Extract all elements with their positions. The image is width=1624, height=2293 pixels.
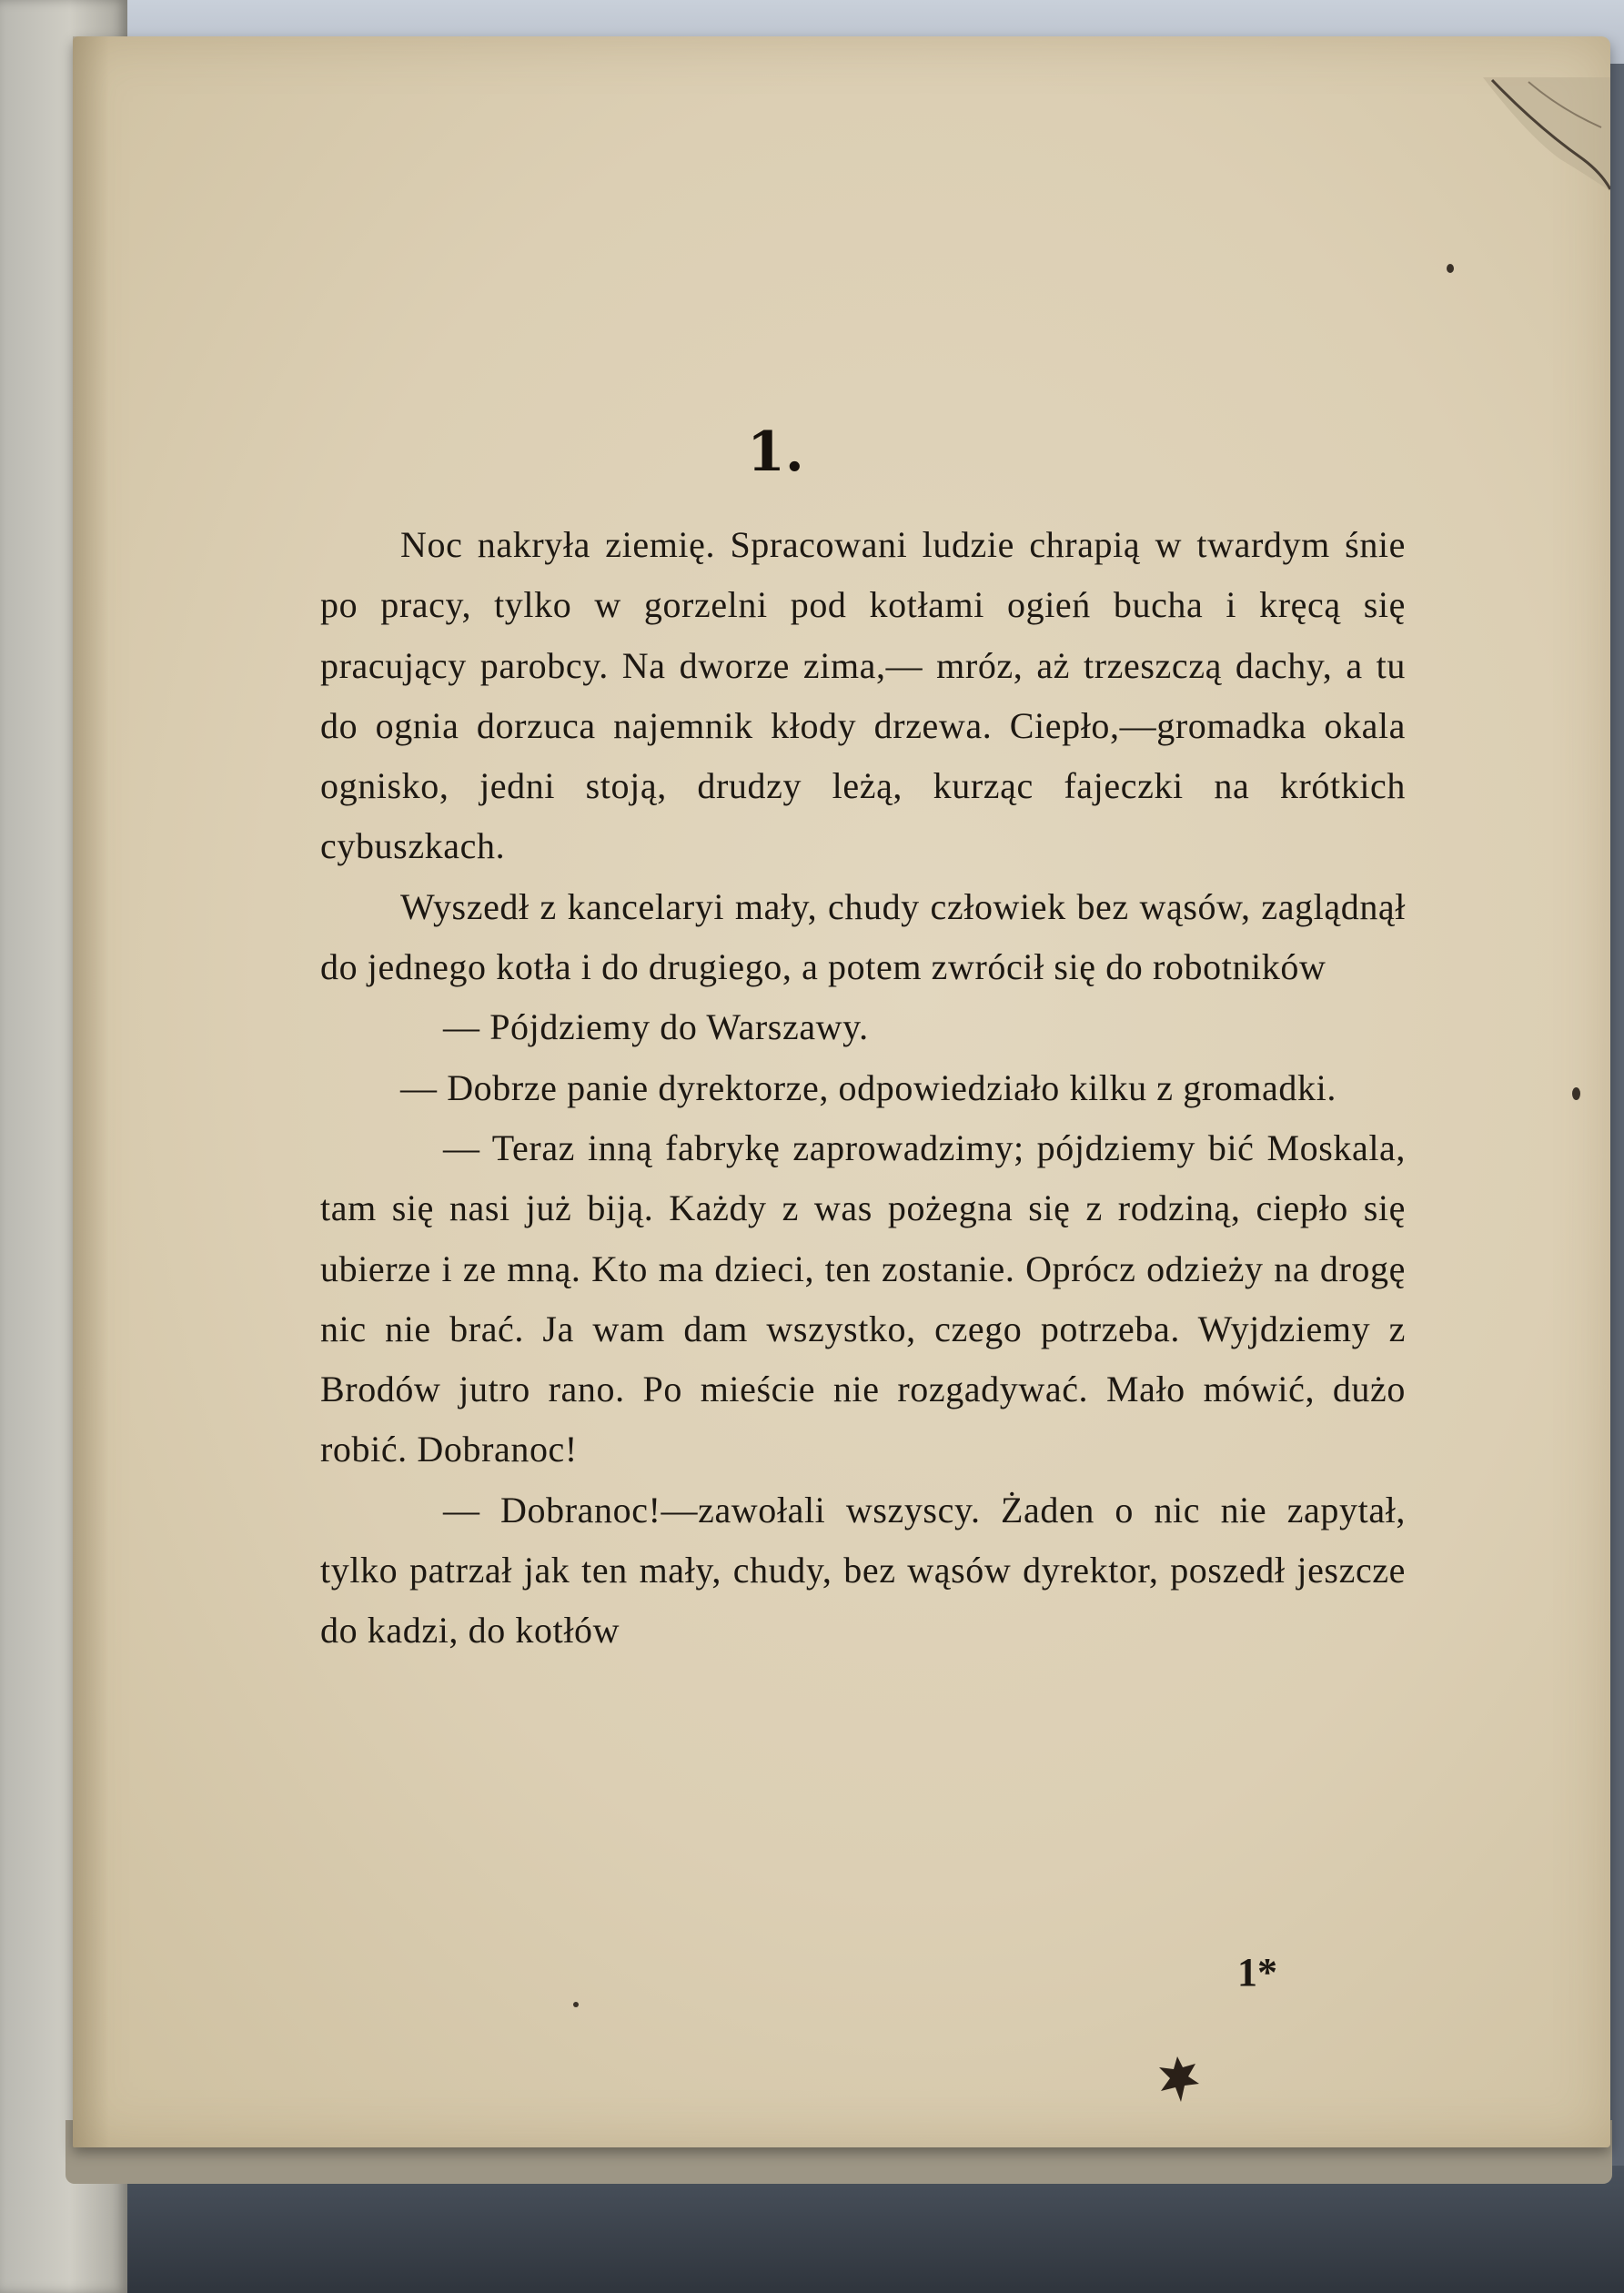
paragraph: Wyszedł z kancelaryi mały, chudy człowiek bez wąsów, zaglądnął do jednego kotła i do drugiego, a potem zwrócił się do robotników	[320, 885, 1406, 988]
page-gutter-shadow	[73, 36, 109, 2147]
dialogue-line: — Dobranoc!—zawołali wszyscy. Żaden o nic nie zapytał, tylko patrzał jak ten mały, chudy, bez wąsów dyrektor, poszedł jeszcze do kadzi, do kotłów	[320, 1489, 1406, 1652]
dialogue-line: — Dobrze panie dyrektorze, odpowiedziało kilku z gromadki.	[400, 1066, 1337, 1108]
paper-speck	[1447, 264, 1454, 273]
paper-speck	[1572, 1087, 1580, 1100]
body-text	[320, 515, 1406, 1662]
background-bottom	[0, 2166, 1624, 2293]
ink-stain-icon	[1157, 2055, 1201, 2104]
paper-speck	[573, 2002, 579, 2007]
chapter-heading	[0, 420, 1624, 493]
dialogue-line: — Teraz inną fabrykę zaprowadzimy; pójdziemy bić Moskala, tam się nasi już biją. Każdy z was pożegna się z rodziną, ciepło się ubierze i ze mną. Kto ma dzieci, ten zostanie. Oprócz odzieży na drogę nic nie brać. Ja wam dam wszystko, czego potrzeba. Wyjdziemy z Brodów jutro rano. Po mieście nie rozgadywać. Mało mówić, dużo robić. Dobranoc!	[320, 1126, 1406, 1470]
paragraph: Noc nakryła ziemię. Spracowani ludzie chrapią w twardym śnie po pracy, tylko w gorzelni pod kotłami ogień bucha i kręcą się pracujący parobcy. Na dworze zima,— mróz, aż trzeszczą dachy, a tu do ognia dorzuca najemnik kłody drzewa. Ciepło,—gromadka okala ognisko, jedni stoją, drudzy leżą, kurząc fajeczki na krótkich cybuszkach.	[320, 524, 1406, 867]
printer-signature-mark: 1*	[1237, 1950, 1277, 1995]
folded-corner-icon	[1474, 73, 1610, 209]
chapter-number: 1.	[747, 420, 804, 484]
dialogue-line: — Pójdziemy do Warszawy.	[443, 1006, 869, 1048]
